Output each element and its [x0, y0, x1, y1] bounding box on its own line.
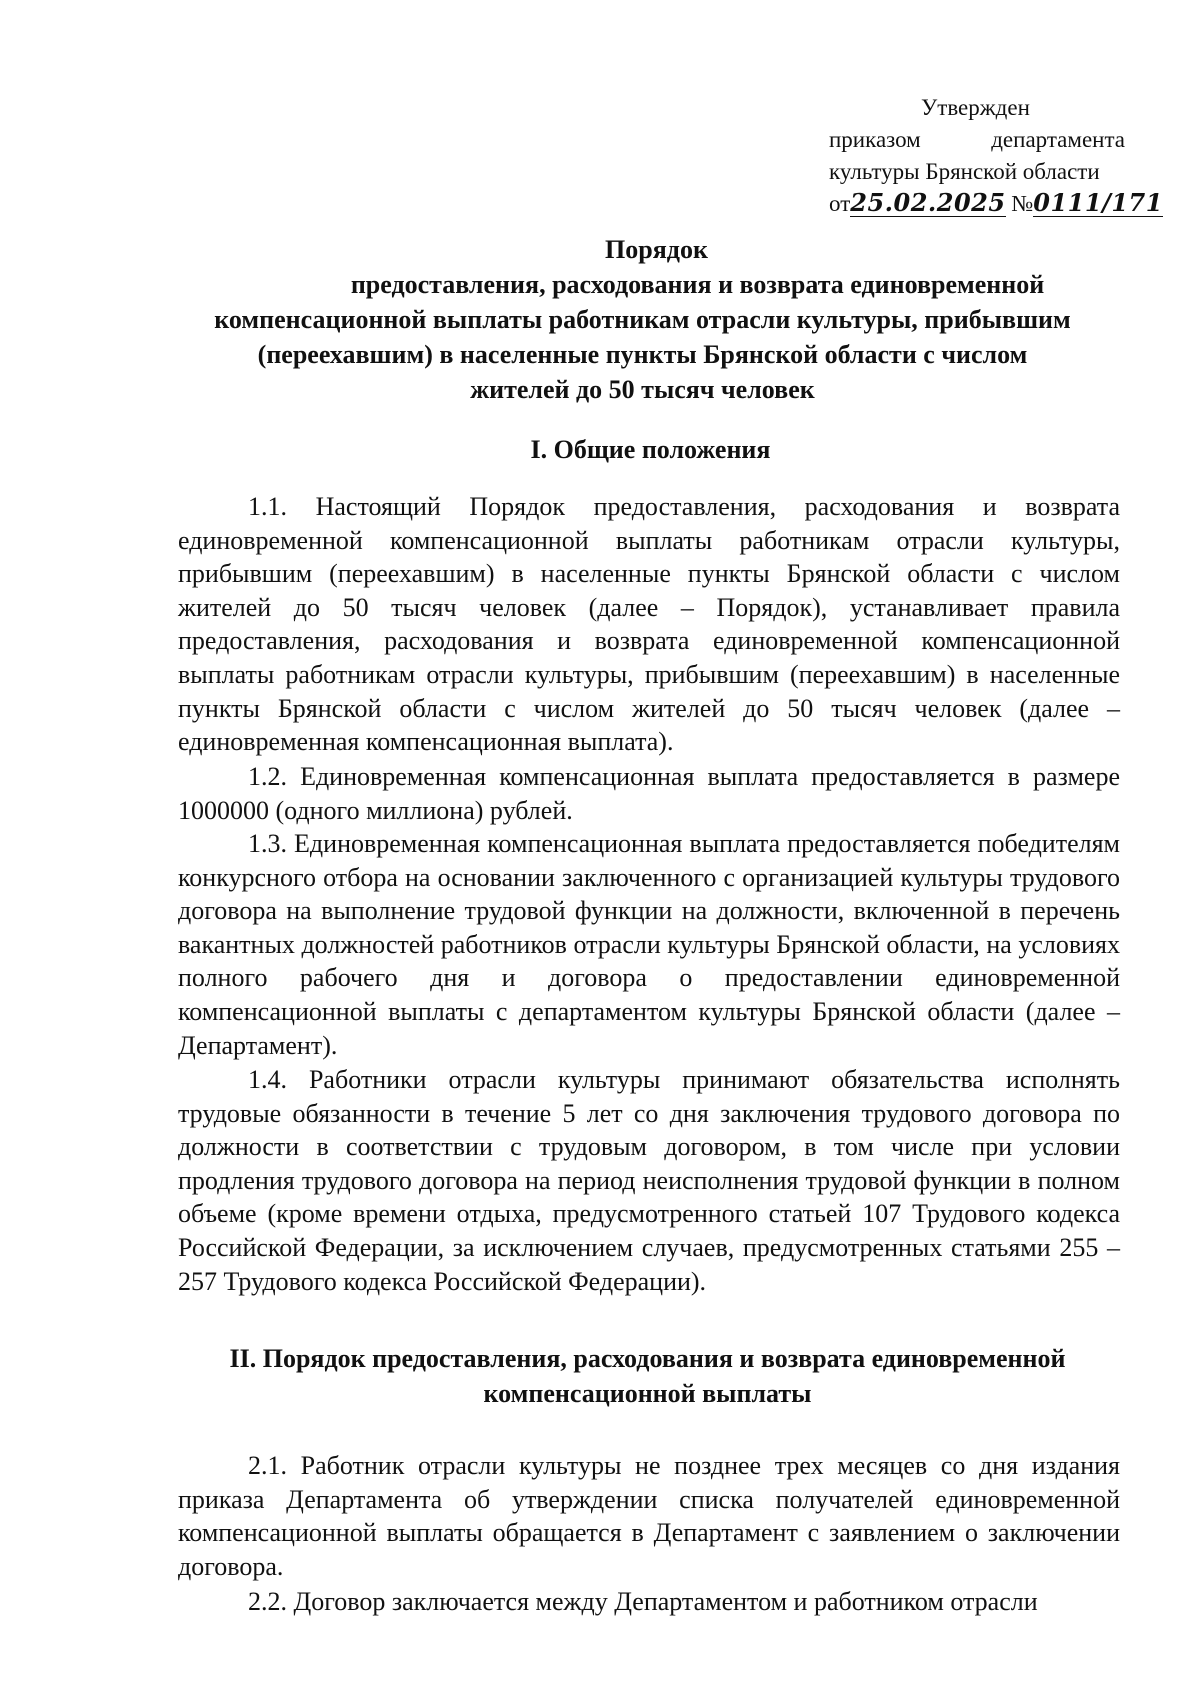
handwritten-number: 0111/171 — [1033, 188, 1163, 217]
paragraph-2-1: 2.1. Работник отрасли культуры не позднее трех месяцев со дня издания приказа Департамента об утверждении списка получателей единовременной компенсационной выплаты обращается в Департамент с заявлением о заключении договора. — [178, 1451, 1120, 1581]
title-line-4: (переехавшим) в населенные пункты Брянской области с числом — [257, 340, 1028, 369]
section-1-heading — [178, 432, 1123, 467]
title-line-3: компенсационной выплаты работникам отрасли культуры, прибывшим — [214, 305, 1071, 334]
section-2-heading-line-1: II. Порядок предоставления, расходования и возврата единовременной — [229, 1344, 1066, 1373]
paragraph-1-4: 1.4. Работники отрасли культуры принимают обязательства исполнять трудовые обязанности в течение 5 лет со дня заключения трудового договора по должности в соответствии с трудовым договором, в том числе при условии продления трудового договора на период неисполнения трудовой функции в полном объеме (кроме времени отдыха, предусмотренного статьей 107 Трудового кодекса Российской Федерации, за исключением случаев, предусмотренных статьями 255 – 257 Трудового кодекса Российской Федерации). — [178, 1065, 1120, 1296]
handwritten-date: 25.02.2025 — [850, 188, 1006, 217]
section-1-heading-text: I. Общие положения — [530, 435, 771, 464]
section-2-heading — [175, 1341, 1120, 1411]
approval-department-word: департамента — [991, 127, 1125, 152]
paragraph-1-2: 1.2. Единовременная компенсационная выплата предоставляется в размере 1000000 (одного миллиона) рублей. — [178, 762, 1120, 825]
approval-heading: Утвержден — [921, 95, 1030, 120]
paragraph-2-2: 2.2. Договор заключается между Департаментом и работником отрасли — [248, 1587, 1038, 1616]
title-line-1: Порядок — [605, 235, 708, 264]
title-line-5: жителей до 50 тысяч человек — [470, 375, 815, 404]
paragraph-1-1: 1.1. Настоящий Порядок предоставления, расходования и возврата единовременной компенсационной выплаты работникам отрасли культуры, прибывшим (переехавшим) в населенные пункты Брянской области с числом жителей до 50 тысяч человек (далее – Порядок), устанавливает правила предоставления, расходования и возврата единовременной компенсационной выплаты работникам отрасли культуры, прибывшим (переехавшим) в населенные пункты Брянской области с числом жителей до 50 тысяч человек (далее – единовременная компенсационная выплата). — [178, 492, 1120, 757]
approval-order-line — [829, 124, 1125, 156]
approval-date-line — [829, 188, 1163, 220]
approval-stamp — [829, 92, 1163, 220]
title-line-2: предоставления, расходования и возврата единовременной — [350, 270, 1045, 299]
number-prefix: № — [1011, 191, 1034, 216]
section-2-heading-line-2: компенсационной выплаты — [483, 1379, 812, 1408]
date-prefix: от — [829, 191, 851, 216]
document-title — [170, 232, 1115, 407]
paragraph-1-3: 1.3. Единовременная компенсационная выплата предоставляется победителям конкурсного отбора на основании заключенного с организацией культуры трудового договора на выполнение трудовой функции на должности, включенной в перечень вакантных должностей работников отрасли культуры Брянской области, на условиях полного рабочего дня и договора о предоставлении единовременной компенсационной выплаты с департаментом культуры Брянской области (далее – Департамент). — [178, 829, 1120, 1060]
approval-order-word: приказом — [829, 127, 921, 152]
approval-department-name: культуры Брянской области — [829, 159, 1100, 184]
